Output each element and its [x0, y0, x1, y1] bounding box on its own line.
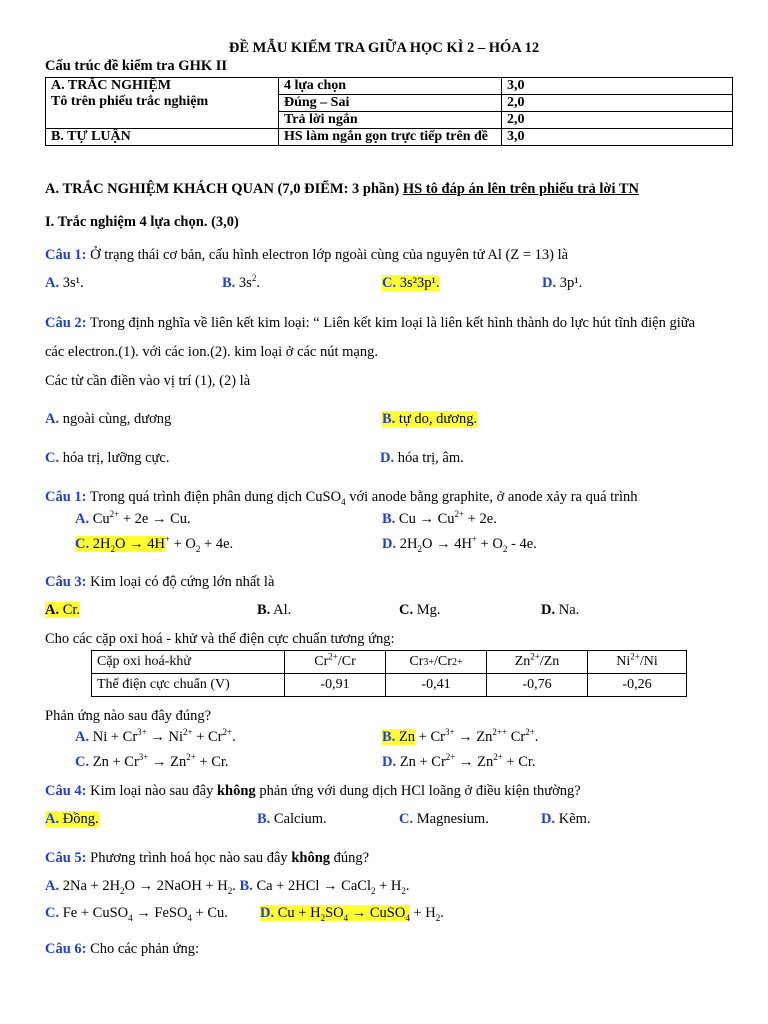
- question-text: Trong định nghĩa về liên kết kim loại: “ Liên kết kim loại là liên kết hình thành do lực hút tĩnh điện giữa: [89, 315, 696, 331]
- question-5: [45, 850, 369, 867]
- question-2-line3: Các từ cần điền vào vị trí (1), (2) là: [45, 373, 251, 389]
- potential-value: -0,26: [588, 674, 687, 697]
- q1-option-c: C. 3s²3p¹.: [382, 275, 440, 291]
- q1b-option-b: B. $Cu \to Cu^{2+} + 2e$.: [382, 509, 497, 527]
- q4-option-b: B. Calcium.: [257, 811, 327, 827]
- question-text: Kim loại có độ cứng lớn nhất là: [90, 574, 275, 590]
- q2-option-d: D. hóa trị, âm.: [380, 450, 464, 466]
- q1-option-b: B. $3s^2$.: [222, 273, 260, 291]
- q1-option-a: A. 3s¹.: [45, 275, 84, 291]
- question-label: Câu 6:: [45, 941, 87, 957]
- question-4: [45, 783, 581, 800]
- structure-heading: Cấu trúc đề kiểm tra GHK II: [45, 58, 228, 74]
- pot-option-d: D. $Zn + Cr^{2+} \to Zn^{2+} + Cr$.: [382, 752, 536, 770]
- question-2: [45, 315, 695, 332]
- potential-question: Phản ứng nào sau đây đúng?: [45, 708, 212, 724]
- q3-option-b: B. Al.: [257, 602, 292, 618]
- structure-type: HS làm ngắn gọn trực tiếp trên đề: [279, 129, 502, 146]
- structure-score: 3,0: [502, 78, 733, 95]
- section-a-heading: [45, 181, 639, 198]
- q2-option-c: C. hóa trị, lưỡng cực.: [45, 450, 170, 466]
- potential-table: [91, 650, 687, 697]
- q4-option-d: D. Kẽm.: [541, 811, 591, 827]
- question-6: [45, 941, 199, 958]
- question-label: Câu 1:: [45, 489, 87, 505]
- structure-type: Đúng – Sai: [279, 95, 502, 112]
- q1b-option-a: A. $Cu^{2+} + 2e \to Cu$.: [75, 509, 191, 527]
- pot-option-c: C. $Zn + Cr^{3+} \to Zn^{2+} + Cr$.: [75, 752, 229, 770]
- structure-a-label: A. TRẮC NGHIỆM: [51, 78, 171, 93]
- structure-score: 3,0: [502, 129, 733, 146]
- structure-table: [45, 77, 733, 146]
- structure-type: 4 lựa chọn: [279, 78, 502, 95]
- section-a-note: HS tô đáp án lên trên phiếu trả lời TN: [402, 181, 639, 197]
- page-title: ĐỀ MẪU KIỂM TRA GIỮA HỌC KÌ 2 – HÓA 12: [228, 40, 540, 56]
- section-1-heading: I. Trắc nghiệm 4 lựa chọn. (3,0): [45, 214, 239, 230]
- question-text: Kim loại nào sau đây không phản ứng với dung dịch HCl loãng ở điều kiện thường?: [90, 783, 581, 799]
- structure-score: 2,0: [502, 112, 733, 129]
- q4-option-c: C. Magnesium.: [399, 811, 489, 827]
- structure-type: Trả lời ngắn: [279, 112, 502, 129]
- question-2-line2: các electron.(1). với các ion.(2). kim loại ở các nút mạng.: [45, 344, 378, 360]
- q3-option-a: A. Cr.: [45, 602, 81, 618]
- pair-zn: $Zn^{2+}/Zn$: [487, 651, 588, 674]
- q4-option-a: A. Đồng.: [45, 811, 99, 827]
- potential-intro: Cho các cặp oxi hoá - khử và thế điện cực chuẩn tương ứng:: [45, 631, 395, 647]
- question-1b: [45, 489, 638, 506]
- q2-option-b: B. tự do, dương.: [382, 411, 478, 427]
- question-3: [45, 574, 274, 591]
- q3-option-d: D. Na.: [541, 602, 580, 618]
- question-1: [45, 247, 568, 264]
- potential-value: -0,76: [487, 674, 588, 697]
- question-label: Câu 4:: [45, 783, 87, 799]
- question-label: Câu 3:: [45, 574, 87, 590]
- q5-option-d: D. $Cu + H_2SO_4$ → CuSO$_4$ + $H_2$.: [260, 905, 444, 923]
- question-label: Câu 1:: [45, 247, 87, 263]
- q3-option-c: C. Mg.: [399, 602, 441, 618]
- q1b-option-c: C. $2H_2O \to 4H^+ + O_2 + 4e$.: [75, 534, 234, 554]
- question-text: Cho các phản ứng:: [90, 941, 200, 957]
- q5-option-c: C. Fe + CuSO$_4$ → FeSO$_4$ + Cu.: [45, 905, 228, 923]
- q2-option-a: A. ngoài cùng, dương: [45, 411, 172, 427]
- q5-options-ab: A. $2Na + 2H_2O$ → 2NaOH + $H_2$. B. Ca + 2HCl → CaCl$_2$ + $H_2$.: [45, 878, 410, 896]
- q1-option-d: D. 3p¹.: [542, 275, 583, 291]
- potential-value: -0,41: [386, 674, 487, 697]
- pot-option-a: A. $Ni + Cr^{3+} \to Ni^{2+} + Cr^{2+}$.: [75, 727, 236, 745]
- pot-option-b: B. $Zn + Cr^{3+} \to Zn^{2++}$ $Cr^{2+}$.: [382, 727, 539, 745]
- structure-a-sub: Tô trên phiếu trắc nghiệm: [51, 94, 209, 109]
- potential-value: -0,91: [285, 674, 386, 697]
- question-label: Câu 2:: [45, 315, 87, 331]
- question-label: Câu 5:: [45, 850, 87, 866]
- pair-cr3-cr2: Cr3+/Cr2+: [386, 651, 487, 674]
- potential-header-pair: Cặp oxi hoá-khử: [92, 651, 285, 674]
- q1b-option-d: D. $2H_2O \to 4H^+ + O_2 - 4e$.: [382, 534, 537, 554]
- question-text: Phương trình hoá học nào sau đây không đúng?: [90, 850, 370, 866]
- potential-header-value: Thế điện cực chuẩn (V): [92, 674, 285, 697]
- question-text: Trong quá trình điện phân dung dịch CuSO$_4$ với anode bằng graphite, ở anode xảy ra quá trình: [89, 489, 638, 507]
- pair-cr: $Cr^{2+}/Cr$: [285, 651, 386, 674]
- section-a-text: A. TRẮC NGHIỆM KHÁCH QUAN (7,0 ĐIỂM: 3 phần): [45, 181, 400, 197]
- structure-cell-a: [46, 78, 279, 129]
- structure-score: 2,0: [502, 95, 733, 112]
- question-text: Ở trạng thái cơ bản, cấu hình electron lớp ngoài cùng của nguyên tử Al (Z = 13) là: [90, 247, 569, 263]
- pair-ni: $Ni^{2+}/Ni$: [588, 651, 687, 674]
- structure-b-label: B. TỰ LUẬN: [46, 129, 279, 146]
